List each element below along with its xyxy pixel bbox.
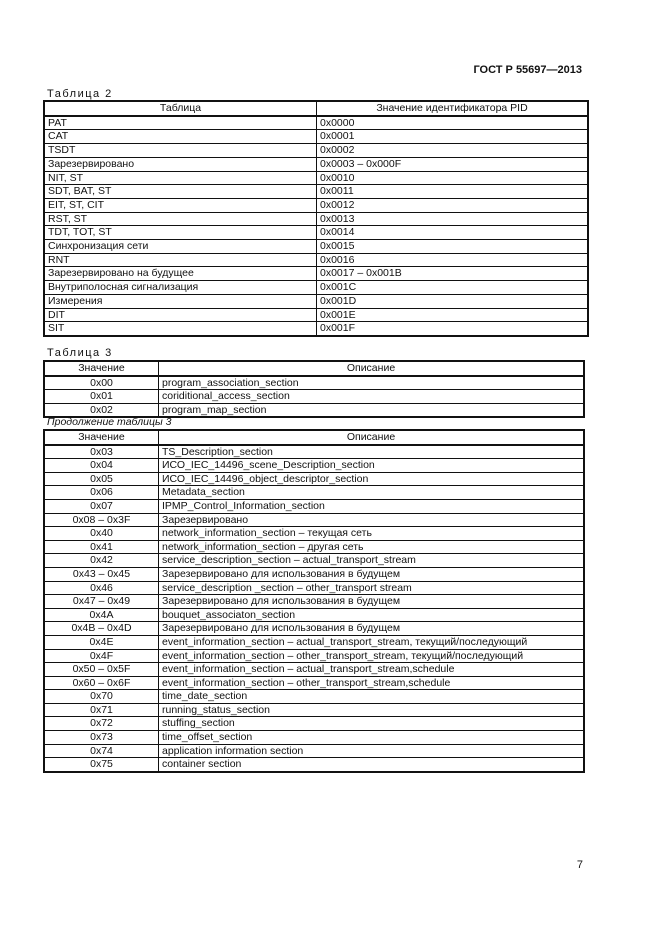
row-value-cell: 0x0016 — [317, 253, 589, 267]
table2 — [43, 100, 589, 337]
row-value-cell: service_description _section – other_transport stream — [159, 581, 585, 595]
row-key-cell: 0x40 — [44, 527, 159, 541]
row-key-cell: 0x46 — [44, 581, 159, 595]
row-value-cell: 0x0013 — [317, 212, 589, 226]
table-row — [44, 185, 588, 199]
table-row — [44, 513, 584, 527]
row-value-cell: time_date_section — [159, 690, 585, 704]
table-row — [44, 130, 588, 144]
row-key-cell: CAT — [44, 130, 317, 144]
row-value-cell: coriditional_access_section — [159, 390, 585, 404]
table3-continuation — [43, 429, 585, 773]
row-key-cell: 0x03 — [44, 445, 159, 459]
table3-continuation-body — [44, 445, 584, 772]
row-key-cell: 0x42 — [44, 554, 159, 568]
table-row — [44, 198, 588, 212]
row-value-cell: program_map_section — [159, 403, 585, 417]
table-row — [44, 731, 584, 745]
row-key-cell: Измерения — [44, 294, 317, 308]
table-row — [44, 608, 584, 622]
row-value-cell: event_information_section – other_transport_stream,schedule — [159, 676, 585, 690]
table-row — [44, 635, 584, 649]
row-value-cell: 0x001D — [317, 294, 589, 308]
row-key-cell: 0x4E — [44, 635, 159, 649]
row-value-cell: event_information_section – other_transport_stream, текущий/последующий — [159, 649, 585, 663]
table-row — [44, 157, 588, 171]
column-header: Описание — [159, 430, 585, 445]
row-value-cell: stuffing_section — [159, 717, 585, 731]
table-row — [44, 281, 588, 295]
row-value-cell: running_status_section — [159, 703, 585, 717]
row-value-cell: 0x001E — [317, 308, 589, 322]
table-row — [44, 567, 584, 581]
table-row — [44, 308, 588, 322]
row-key-cell: 0x41 — [44, 540, 159, 554]
row-key-cell: NIT, ST — [44, 171, 317, 185]
table-row — [44, 322, 588, 336]
row-key-cell: 0x43 – 0x45 — [44, 567, 159, 581]
row-value-cell: container section — [159, 758, 585, 772]
row-key-cell: 0x4A — [44, 608, 159, 622]
column-header: Описание — [159, 361, 585, 376]
row-value-cell: 0x0017 – 0x001B — [317, 267, 589, 281]
table-row — [44, 499, 584, 513]
row-key-cell: 0x71 — [44, 703, 159, 717]
row-key-cell: TDT, TOT, ST — [44, 226, 317, 240]
table3 — [43, 360, 585, 418]
table-row — [44, 744, 584, 758]
table-row — [44, 253, 588, 267]
table-row — [44, 294, 588, 308]
table-row — [44, 690, 584, 704]
table-row — [44, 703, 584, 717]
row-value-cell: 0x001C — [317, 281, 589, 295]
column-header: Значение идентификатора PID — [317, 101, 589, 116]
table3-caption: Таблица 3 — [47, 347, 113, 359]
row-key-cell: 0x70 — [44, 690, 159, 704]
table-row — [44, 212, 588, 226]
table-header-row — [44, 101, 588, 116]
row-key-cell: Зарезервировано на будущее — [44, 267, 317, 281]
row-key-cell: DIT — [44, 308, 317, 322]
row-value-cell: IPMP_Control_Information_section — [159, 499, 585, 513]
table-row — [44, 171, 588, 185]
table-row — [44, 527, 584, 541]
row-key-cell: SDT, BAT, ST — [44, 185, 317, 199]
row-key-cell: Синхронизация сети — [44, 240, 317, 254]
row-value-cell: 0x0015 — [317, 240, 589, 254]
table-row — [44, 595, 584, 609]
row-key-cell: EIT, ST, CIT — [44, 198, 317, 212]
row-value-cell: service_description_section – actual_transport_stream — [159, 554, 585, 568]
table-row — [44, 486, 584, 500]
table-row — [44, 390, 584, 404]
table2-body — [44, 116, 588, 336]
table-row — [44, 267, 588, 281]
row-value-cell: network_information_section – другая сеть — [159, 540, 585, 554]
table-row — [44, 554, 584, 568]
table-row — [44, 144, 588, 158]
table-row — [44, 717, 584, 731]
row-key-cell: 0x04 — [44, 459, 159, 473]
row-key-cell: PAT — [44, 116, 317, 130]
table-row — [44, 622, 584, 636]
row-key-cell: 0x07 — [44, 499, 159, 513]
row-key-cell: 0x4F — [44, 649, 159, 663]
table-row — [44, 376, 584, 390]
row-key-cell: 0x75 — [44, 758, 159, 772]
row-key-cell: 0x47 – 0x49 — [44, 595, 159, 609]
table-row — [44, 676, 584, 690]
row-value-cell: network_information_section – текущая сеть — [159, 527, 585, 541]
row-key-cell: 0x73 — [44, 731, 159, 745]
table-header-row — [44, 361, 584, 376]
row-value-cell: 0x0003 – 0x000F — [317, 157, 589, 171]
row-value-cell: 0x0012 — [317, 198, 589, 212]
row-key-cell: 0x50 – 0x5F — [44, 663, 159, 677]
row-key-cell: SIT — [44, 322, 317, 336]
column-header: Таблица — [44, 101, 317, 116]
column-header: Значение — [44, 430, 159, 445]
row-value-cell: Metadata_section — [159, 486, 585, 500]
table-row — [44, 540, 584, 554]
row-value-cell: Зарезервировано для использования в будущем — [159, 595, 585, 609]
row-key-cell: 0x06 — [44, 486, 159, 500]
table-row — [44, 240, 588, 254]
row-value-cell: 0x0010 — [317, 171, 589, 185]
row-key-cell: 0x02 — [44, 403, 159, 417]
table-row — [44, 226, 588, 240]
row-key-cell: 0x00 — [44, 376, 159, 390]
row-key-cell: 0x05 — [44, 472, 159, 486]
table-row — [44, 758, 584, 772]
row-key-cell: RNT — [44, 253, 317, 267]
row-value-cell: application information section — [159, 744, 585, 758]
row-value-cell: ИСО_IEC_14496_object_descriptor_section — [159, 472, 585, 486]
row-value-cell: 0x0000 — [317, 116, 589, 130]
row-value-cell: Зарезервировано для использования в будущем — [159, 567, 585, 581]
table-row — [44, 459, 584, 473]
table-row — [44, 663, 584, 677]
row-value-cell: Зарезервировано — [159, 513, 585, 527]
table-row — [44, 116, 588, 130]
row-value-cell: bouquet_associaton_section — [159, 608, 585, 622]
row-value-cell: ИСО_IEC_14496_scene_Description_section — [159, 459, 585, 473]
row-key-cell: 0x74 — [44, 744, 159, 758]
row-value-cell: 0x0014 — [317, 226, 589, 240]
row-key-cell: TSDT — [44, 144, 317, 158]
row-key-cell: Зарезервировано — [44, 157, 317, 171]
row-key-cell: Внутриполосная сигнализация — [44, 281, 317, 295]
table-row — [44, 581, 584, 595]
row-key-cell: RST, ST — [44, 212, 317, 226]
row-key-cell: 0x01 — [44, 390, 159, 404]
table2-caption: Таблица 2 — [47, 88, 113, 100]
row-key-cell: 0x4B – 0x4D — [44, 622, 159, 636]
document-header: ГОСТ Р 55697—2013 — [473, 64, 582, 76]
table3-body — [44, 376, 584, 418]
row-value-cell: 0x0011 — [317, 185, 589, 199]
page-number: 7 — [576, 859, 583, 871]
table-row — [44, 472, 584, 486]
table-header-row — [44, 430, 584, 445]
table-row — [44, 649, 584, 663]
row-value-cell: 0x0001 — [317, 130, 589, 144]
row-value-cell: event_information_section – actual_transport_stream, текущий/последующий — [159, 635, 585, 649]
row-value-cell: event_information_section – actual_transport_stream,schedule — [159, 663, 585, 677]
row-key-cell: 0x72 — [44, 717, 159, 731]
row-value-cell: 0x001F — [317, 322, 589, 336]
table3-continuation-caption: Продолжение таблицы 3 — [47, 416, 172, 428]
table-row — [44, 445, 584, 459]
row-value-cell: program_association_section — [159, 376, 585, 390]
row-key-cell: 0x08 – 0x3F — [44, 513, 159, 527]
row-key-cell: 0x60 – 0x6F — [44, 676, 159, 690]
row-value-cell: Зарезервировано для использования в будущем — [159, 622, 585, 636]
row-value-cell: time_offset_section — [159, 731, 585, 745]
column-header: Значение — [44, 361, 159, 376]
row-value-cell: TS_Description_section — [159, 445, 585, 459]
row-value-cell: 0x0002 — [317, 144, 589, 158]
